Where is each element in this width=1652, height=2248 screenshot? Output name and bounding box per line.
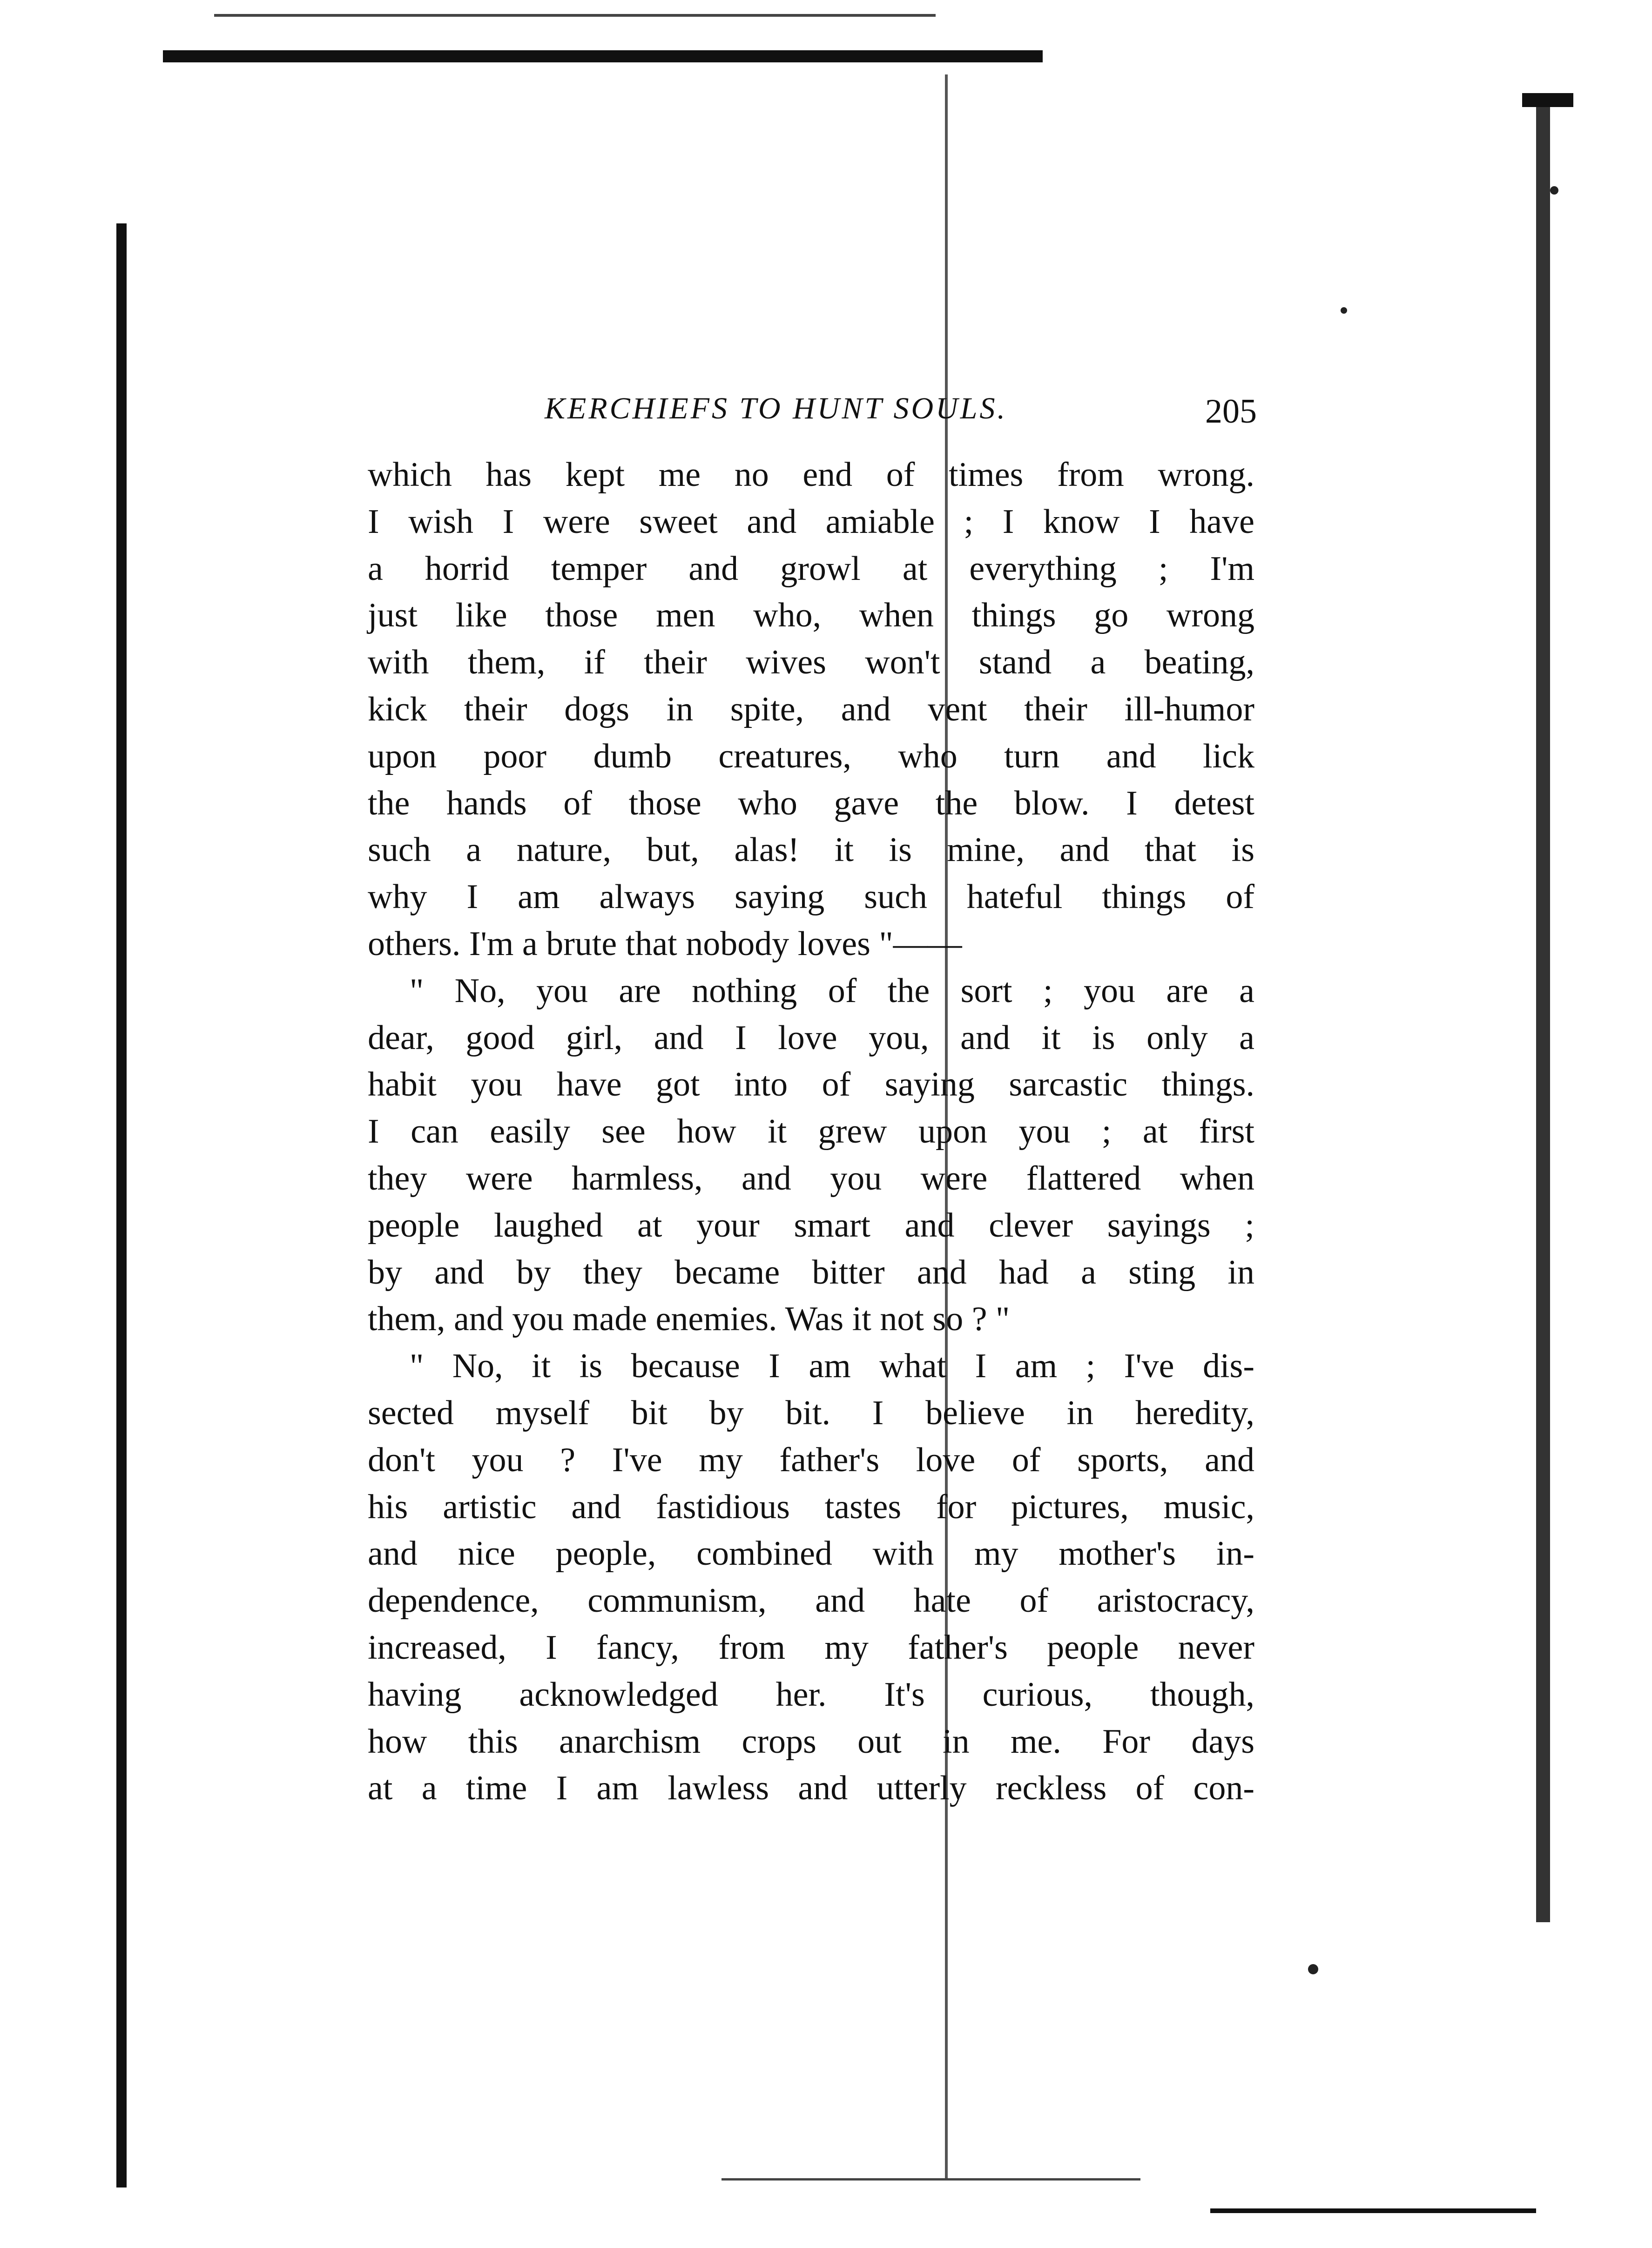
scan-bottom-rule	[721, 2178, 1140, 2181]
text-line: " No, it is because I am what I am ; I've dis-	[410, 1347, 1254, 1386]
text-line: how this anarchism crops out in me. For days	[368, 1722, 1254, 1761]
scan-speck	[1550, 186, 1558, 195]
text-line: the hands of those who gave the blow. I detest	[368, 784, 1254, 822]
body-text	[368, 451, 1254, 1812]
text-line: don't you ? I've my father's love of sports, and	[368, 1440, 1254, 1479]
scan-top-rule	[163, 50, 1043, 62]
text-line: kick their dogs in spite, and vent their ill-humor	[368, 690, 1254, 728]
text-line: sected myself bit by bit. I believe in heredity,	[368, 1393, 1254, 1432]
text-line: such a nature, but, alas! it is mine, and that is	[368, 831, 1254, 869]
text-line: habit you have got into of saying sarcastic things.	[368, 1065, 1254, 1104]
text-line: just like those men who, when things go wrong	[368, 596, 1254, 635]
page-number: 205	[1205, 392, 1257, 431]
text-line: a horrid temper and growl at everything ; I'm	[368, 549, 1254, 588]
text-line: others. I'm a brute that nobody loves "——	[368, 924, 962, 963]
text-line: increased, I fancy, from my father's people never	[368, 1628, 1254, 1667]
text-line: I wish I were sweet and amiable ; I know I have	[368, 502, 1254, 541]
scan-right-edge	[1536, 107, 1550, 1922]
scan-top-rule-thin	[214, 14, 936, 17]
text-line: at a time I am lawless and utterly reckless of con-	[368, 1769, 1254, 1808]
text-line: dependence, communism, and hate of aristocracy,	[368, 1582, 1254, 1620]
text-line: them, and you made enemies. Was it not so ? "	[368, 1300, 1010, 1339]
scan-speck	[1341, 307, 1347, 314]
text-line: " No, you are nothing of the sort ; you are a	[410, 971, 1254, 1010]
scan-left-rule	[116, 223, 127, 2187]
scan-right-edge-top	[1522, 93, 1573, 107]
text-line: people laughed at your smart and clever sayings ;	[368, 1206, 1254, 1245]
page-header	[531, 386, 1257, 442]
text-line: his artistic and fastidious tastes for pictures, music,	[368, 1487, 1254, 1526]
text-line: why I am always saying such hateful things of	[368, 878, 1254, 916]
text-line: with them, if their wives won't stand a beating,	[368, 643, 1254, 682]
text-line: having acknowledged her. It's curious, though,	[368, 1675, 1254, 1714]
scan-bottom-right-rule	[1210, 2208, 1536, 2213]
scan-speck	[1308, 1964, 1318, 1974]
text-line: upon poor dumb creatures, who turn and lick	[368, 737, 1254, 775]
text-line: and nice people, combined with my mother's in-	[368, 1535, 1254, 1573]
running-title: KERCHIEFS TO HUNT SOULS.	[545, 391, 1008, 425]
text-line: I can easily see how it grew upon you ; at first	[368, 1112, 1254, 1151]
text-line: which has kept me no end of times from wrong.	[368, 456, 1254, 494]
text-line: by and by they became bitter and had a sting in	[368, 1253, 1254, 1292]
text-line: they were harmless, and you were flattered when	[368, 1159, 1254, 1198]
text-line: dear, good girl, and I love you, and it is only a	[368, 1018, 1254, 1057]
